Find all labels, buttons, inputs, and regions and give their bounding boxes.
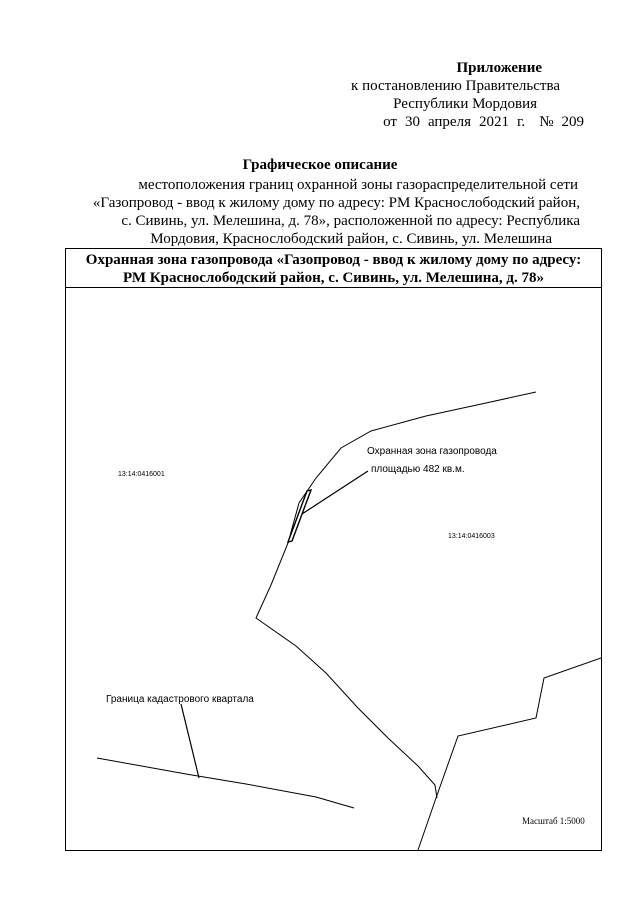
zone-label-line2: площадью 482 кв.м. [371, 464, 465, 475]
description-line: местоположения границ охранной зоны газораспределительной сети [138, 177, 578, 193]
date-month: апреля [427, 114, 471, 130]
map-title [66, 250, 601, 288]
resolution-number: 209 [561, 114, 584, 130]
zone-label-line1: Охранная зона газопровода [367, 446, 497, 457]
lower-boundary-line [97, 758, 354, 808]
description-text [80, 176, 580, 248]
boundary-leader-line [181, 704, 199, 778]
cadastral-map [66, 288, 601, 850]
scale-label: Масштаб 1:5000 [522, 816, 585, 826]
zone-leader-line [302, 471, 368, 514]
description-line: с. Сивинь, ул. Мелешина, д. 78», расположенной по адресу: Республика [121, 213, 580, 229]
date-day: 30 [404, 114, 420, 130]
date-prefix: от [383, 114, 397, 130]
date-year: 2021 [478, 114, 509, 130]
appendix-government-line: Республики Мордовия [393, 96, 537, 112]
boundary-label: Граница кадастрового квартала [106, 694, 254, 705]
description-line: «Газопровод - ввод к жилому дому по адресу: РМ Краснослободский район, [92, 195, 580, 211]
map-title-line1: Охранная зона газопровода «Газопровод - ввод к жилому дому по адресу: [85, 252, 582, 268]
year-suffix: г. [516, 114, 526, 130]
appendix-resolution-line: к постановлению Правительства [351, 78, 560, 94]
description-title: Графическое описание [242, 157, 398, 173]
description-line: Мордовия, Краснослободский район, с. Сивинь, ул. Мелешина [150, 231, 552, 247]
map-title-line2: РМ Краснослободский район, с. Сивинь, ул. Мелешина, д. 78» [122, 270, 545, 286]
parcel-label-left: 13:14:0416001 [118, 471, 165, 478]
parcel-label-right: 13:14:0416003 [448, 533, 495, 540]
appendix-date-number-line [377, 114, 584, 131]
protection-zone-polygon [288, 490, 311, 542]
number-sign: № [539, 114, 554, 130]
appendix-title: Приложение [456, 60, 542, 76]
